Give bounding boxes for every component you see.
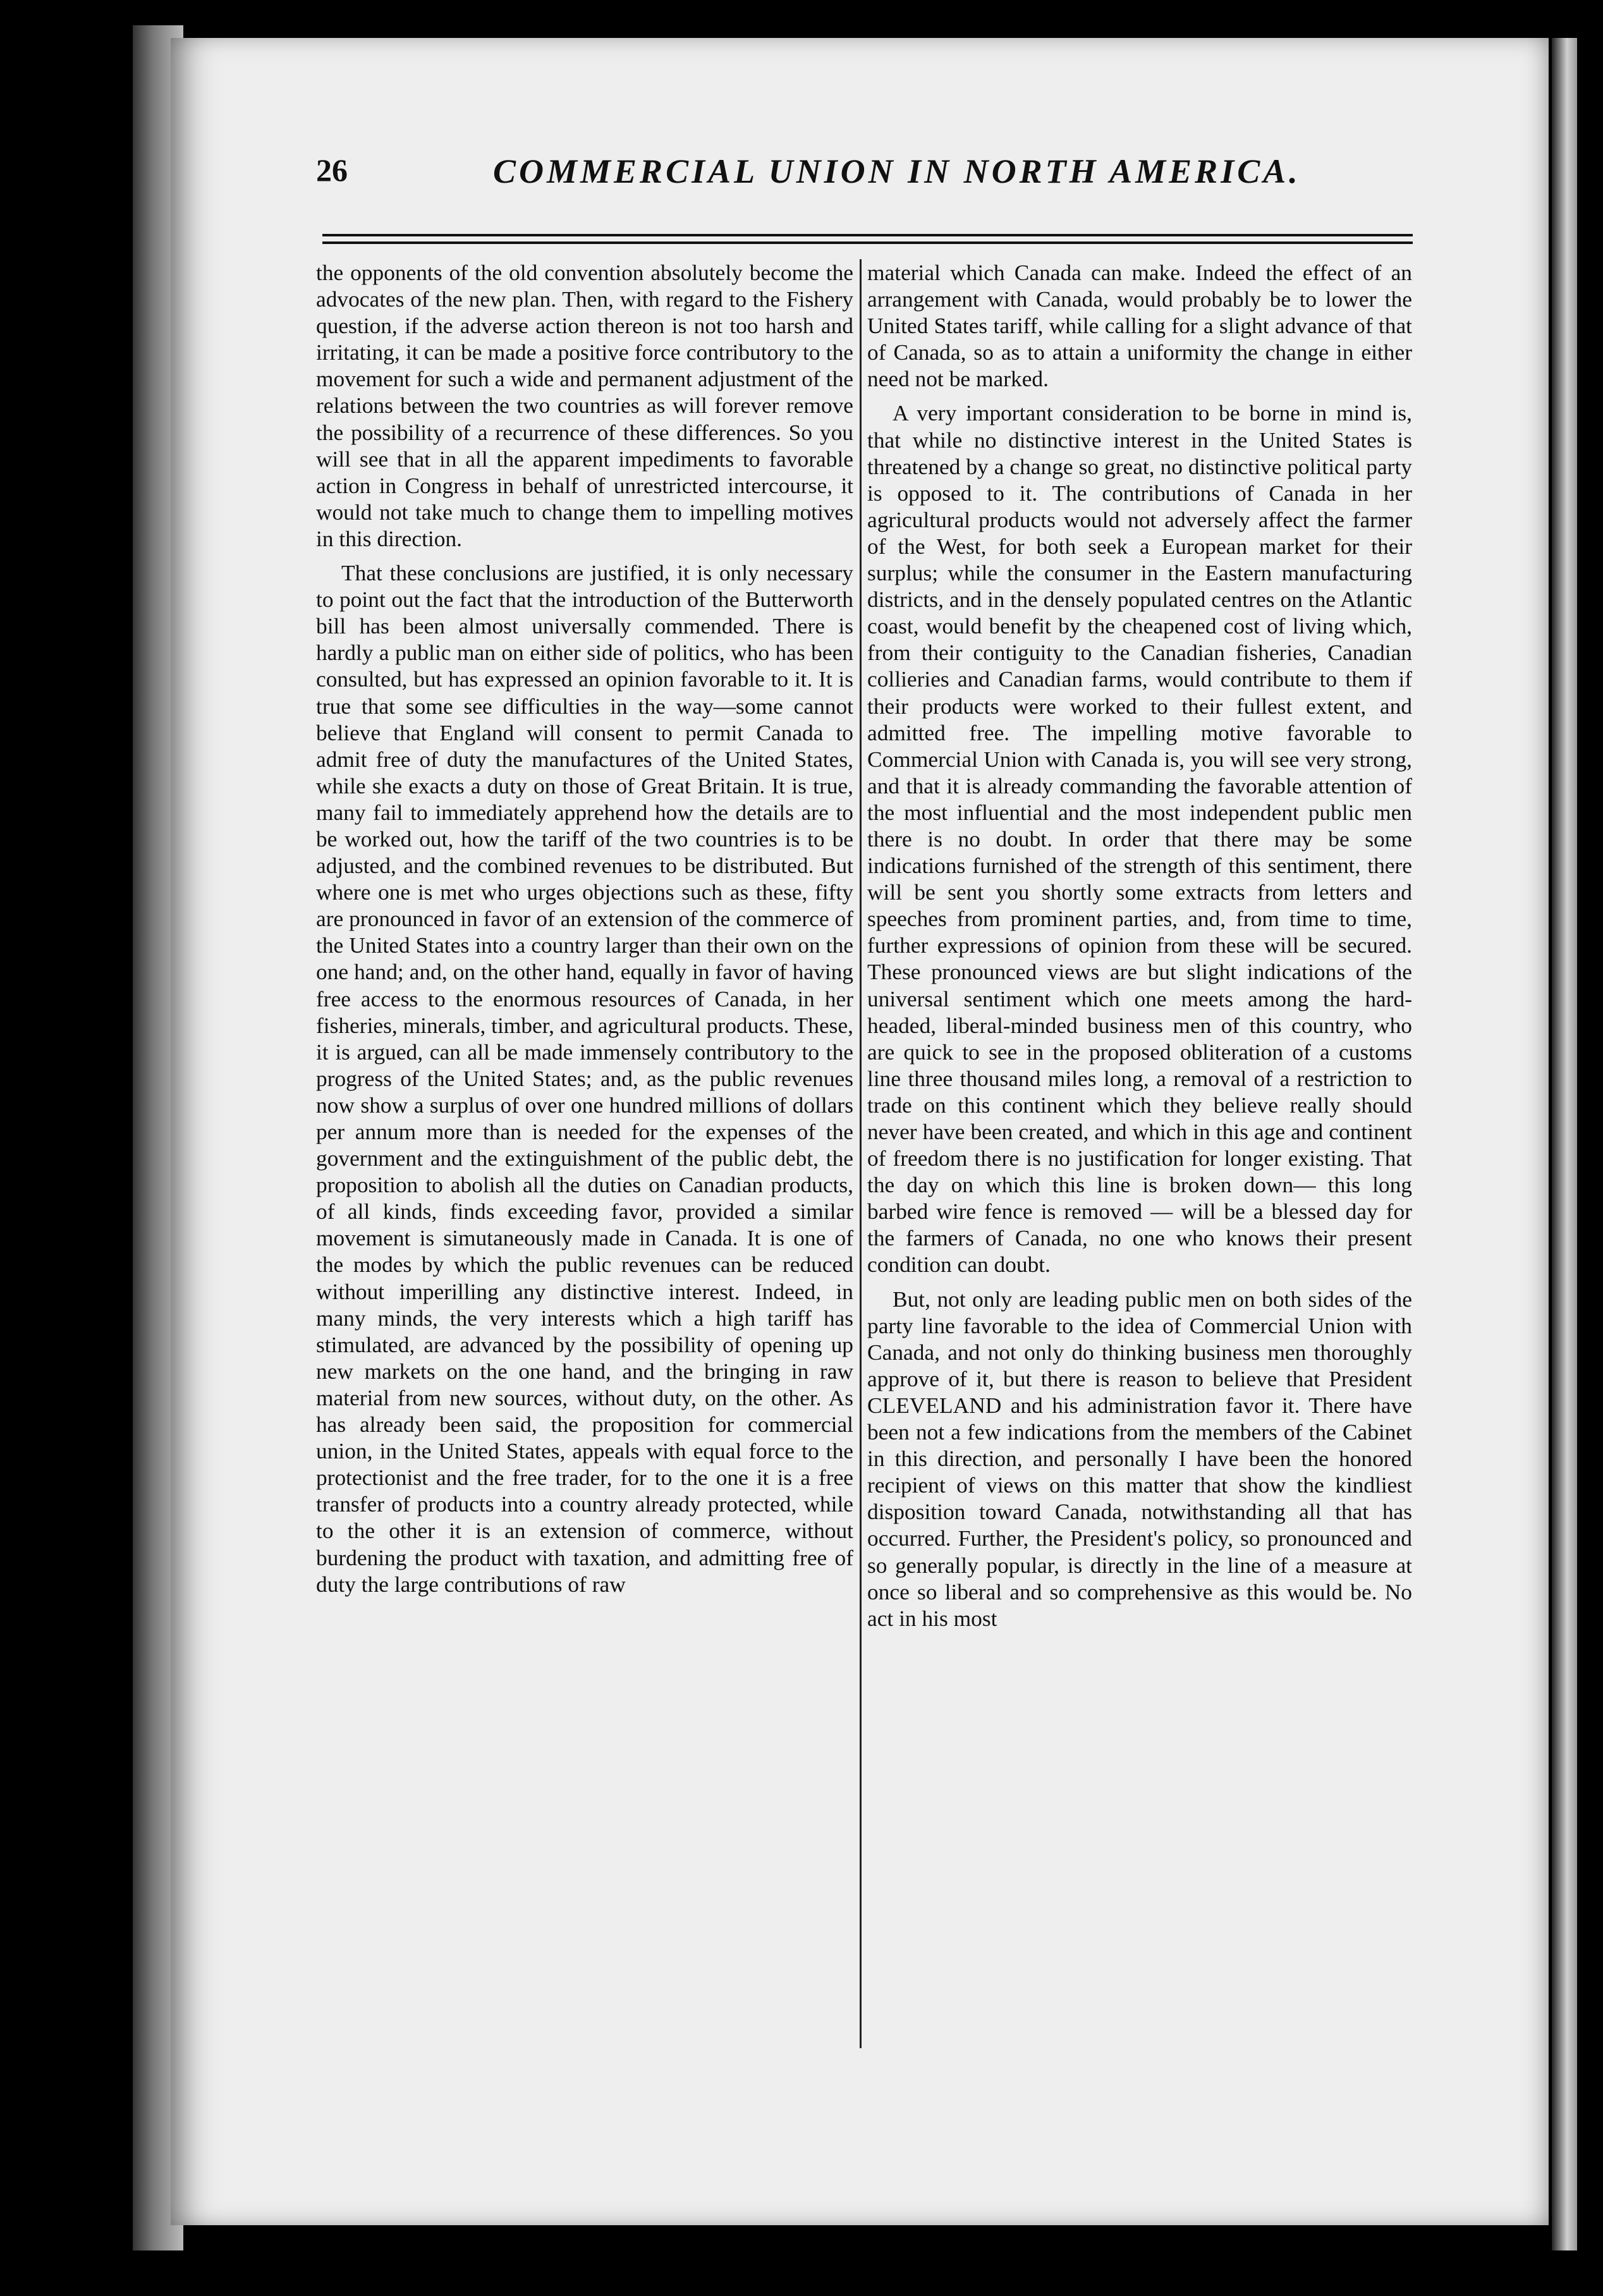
running-title: COMMERCIAL UNION IN NORTH AMERICA.	[493, 152, 1301, 190]
header-rule-top	[322, 234, 1413, 236]
paragraph: A very important consideration to be borne in mind is, that while no distinctive interest in the United States is threatened by a change so great, no distinctive political party is opposed to it. The contributions of Canada in her agricultural products would not adversely affect the farmer of the West, for both seek a European market for their surplus; while the consumer in the Eastern manufacturing districts, and in the densely populated centres on the Atlantic coast, would benefit by the cheapened cost of living which, from their contiguity to the Canadian fisheries, Canadian collieries and Canadian farms, would contribute to them if their products were worked to their fullest extent, and admitted free. The impelling motive favorable to Commercial Union with Canada is, you will see very strong, and that it is already commanding the favorable attention of the most influential and the most independent public men there is no doubt. In order that there may be some indications furnished of the strength of this sentiment, there will be sent you shortly some extracts from letters and speeches from prominent parties, and, from time to time, further expressions of opinion from these will be secured. These pronounced views are but slight indications of the universal sentiment which one meets among the hard-headed, liberal-minded business men of this country, who are quick to see in the proposed obliteration of a customs line three thousand miles long, a removal of a restriction to trade on this continent which they believe really should never have been created, and which in this age and continent of freedom there is no justification for longer existing. That the day on which this line is broken down— this long barbed wire fence is removed — will be a blessed day for the farmers of Canada, no one who knows their present condition can doubt.	[867, 400, 1412, 1278]
header-rule-bottom	[322, 241, 1413, 244]
left-column	[316, 259, 853, 1605]
column-divider	[860, 259, 862, 2048]
paragraph: That these conclusions are justified, it is only necessary to point out the fact that the introduction of the Butterworth bill has been almost universally commended. There is hardly a public man on either side of politics, who has been consulted, but has expressed an opinion favorable to it. It is true that some see difficulties in the way—some cannot believe that England will consent to permit Canada to admit free of duty the manufactures of the United States, while she exacts a duty on those of Great Britain. It is true, many fail to immediately apprehend how the details are to be worked out, how the tariff of the two countries is to be adjusted, and the combined revenues to be distributed. But where one is met who urges objections such as these, fifty are pronounced in favor of an extension of the commerce of the United States into a country larger than their own on the one hand; and, on the other hand, equally in favor of having free access to the enormous resources of Canada, in her fisheries, minerals, timber, and agricultural products. These, it is argued, can all be made immensely contributory to the progress of the United States; and, as the public revenues now show a surplus of over one hundred millions of dollars per annum more than is needed for the expenses of the government and the extinguishment of the public debt, the proposition to abolish all the duties on Canadian products, of all kinds, finds exceeding favor, provided a similar movement is simutaneously made in Canada. It is one of the modes by which the public revenues can be reduced without imperilling any distinctive interest. Indeed, in many minds, the very interests which a high tariff has stimulated, are advanced by the possibility of opening up new markets on the one hand, and the bringing in raw material from new sources, without duty, on the other. As has already been said, the proposition for commercial union, in the United States, appeals with equal force to the protectionist and the free trader, for to the one it is a free transfer of products into a country already protected, while to the other it is an extension of commerce, without burdening the product with taxation, and admitting free of duty the large contributions of raw	[316, 560, 853, 1597]
page-header	[316, 152, 1422, 202]
next-page-edge	[1552, 38, 1577, 2250]
paragraph: the opponents of the old convention absolutely become the advocates of the new plan. Then, with regard to the Fishery question, if the adverse action thereon is not too harsh and irritating, it can be made a positive force contributory to the movement for such a wide and permanent adjustment of the relations between the two countries as will forever remove the possibility of a recurrence of these differences. So you will see that in all the apparent impediments to favorable action in Congress in behalf of unrestricted intercourse, it would not take much to change them to impelling motives in this direction.	[316, 260, 853, 551]
paragraph: But, not only are leading public men on both sides of the party line favorable to the idea of Commercial Union with Canada, and not only do thinking business men thoroughly approve of it, but there is reason to believe that President CLEVELAND and his administration favor it. There have been not a few indications from the members of the Cabinet in this direction, and personally I have been the honored recipient of views on this matter that show the kindliest disposition toward Canada, notwithstanding all that has occurred. Further, the President's policy, so pronounced and so generally popular, is directly in the line of a measure at once so liberal and so comprehensive as this would be. No act in his most	[867, 1286, 1412, 1631]
paragraph: material which Canada can make. Indeed the effect of an arrangement with Canada, would probably be to lower the United States tariff, while calling for a slight advance of that of Canada, so as to attain a uniformity the change in either need not be marked.	[867, 260, 1412, 392]
binding-margin	[1580, 0, 1603, 2296]
page-number: 26	[316, 152, 348, 188]
right-column	[867, 259, 1412, 1639]
